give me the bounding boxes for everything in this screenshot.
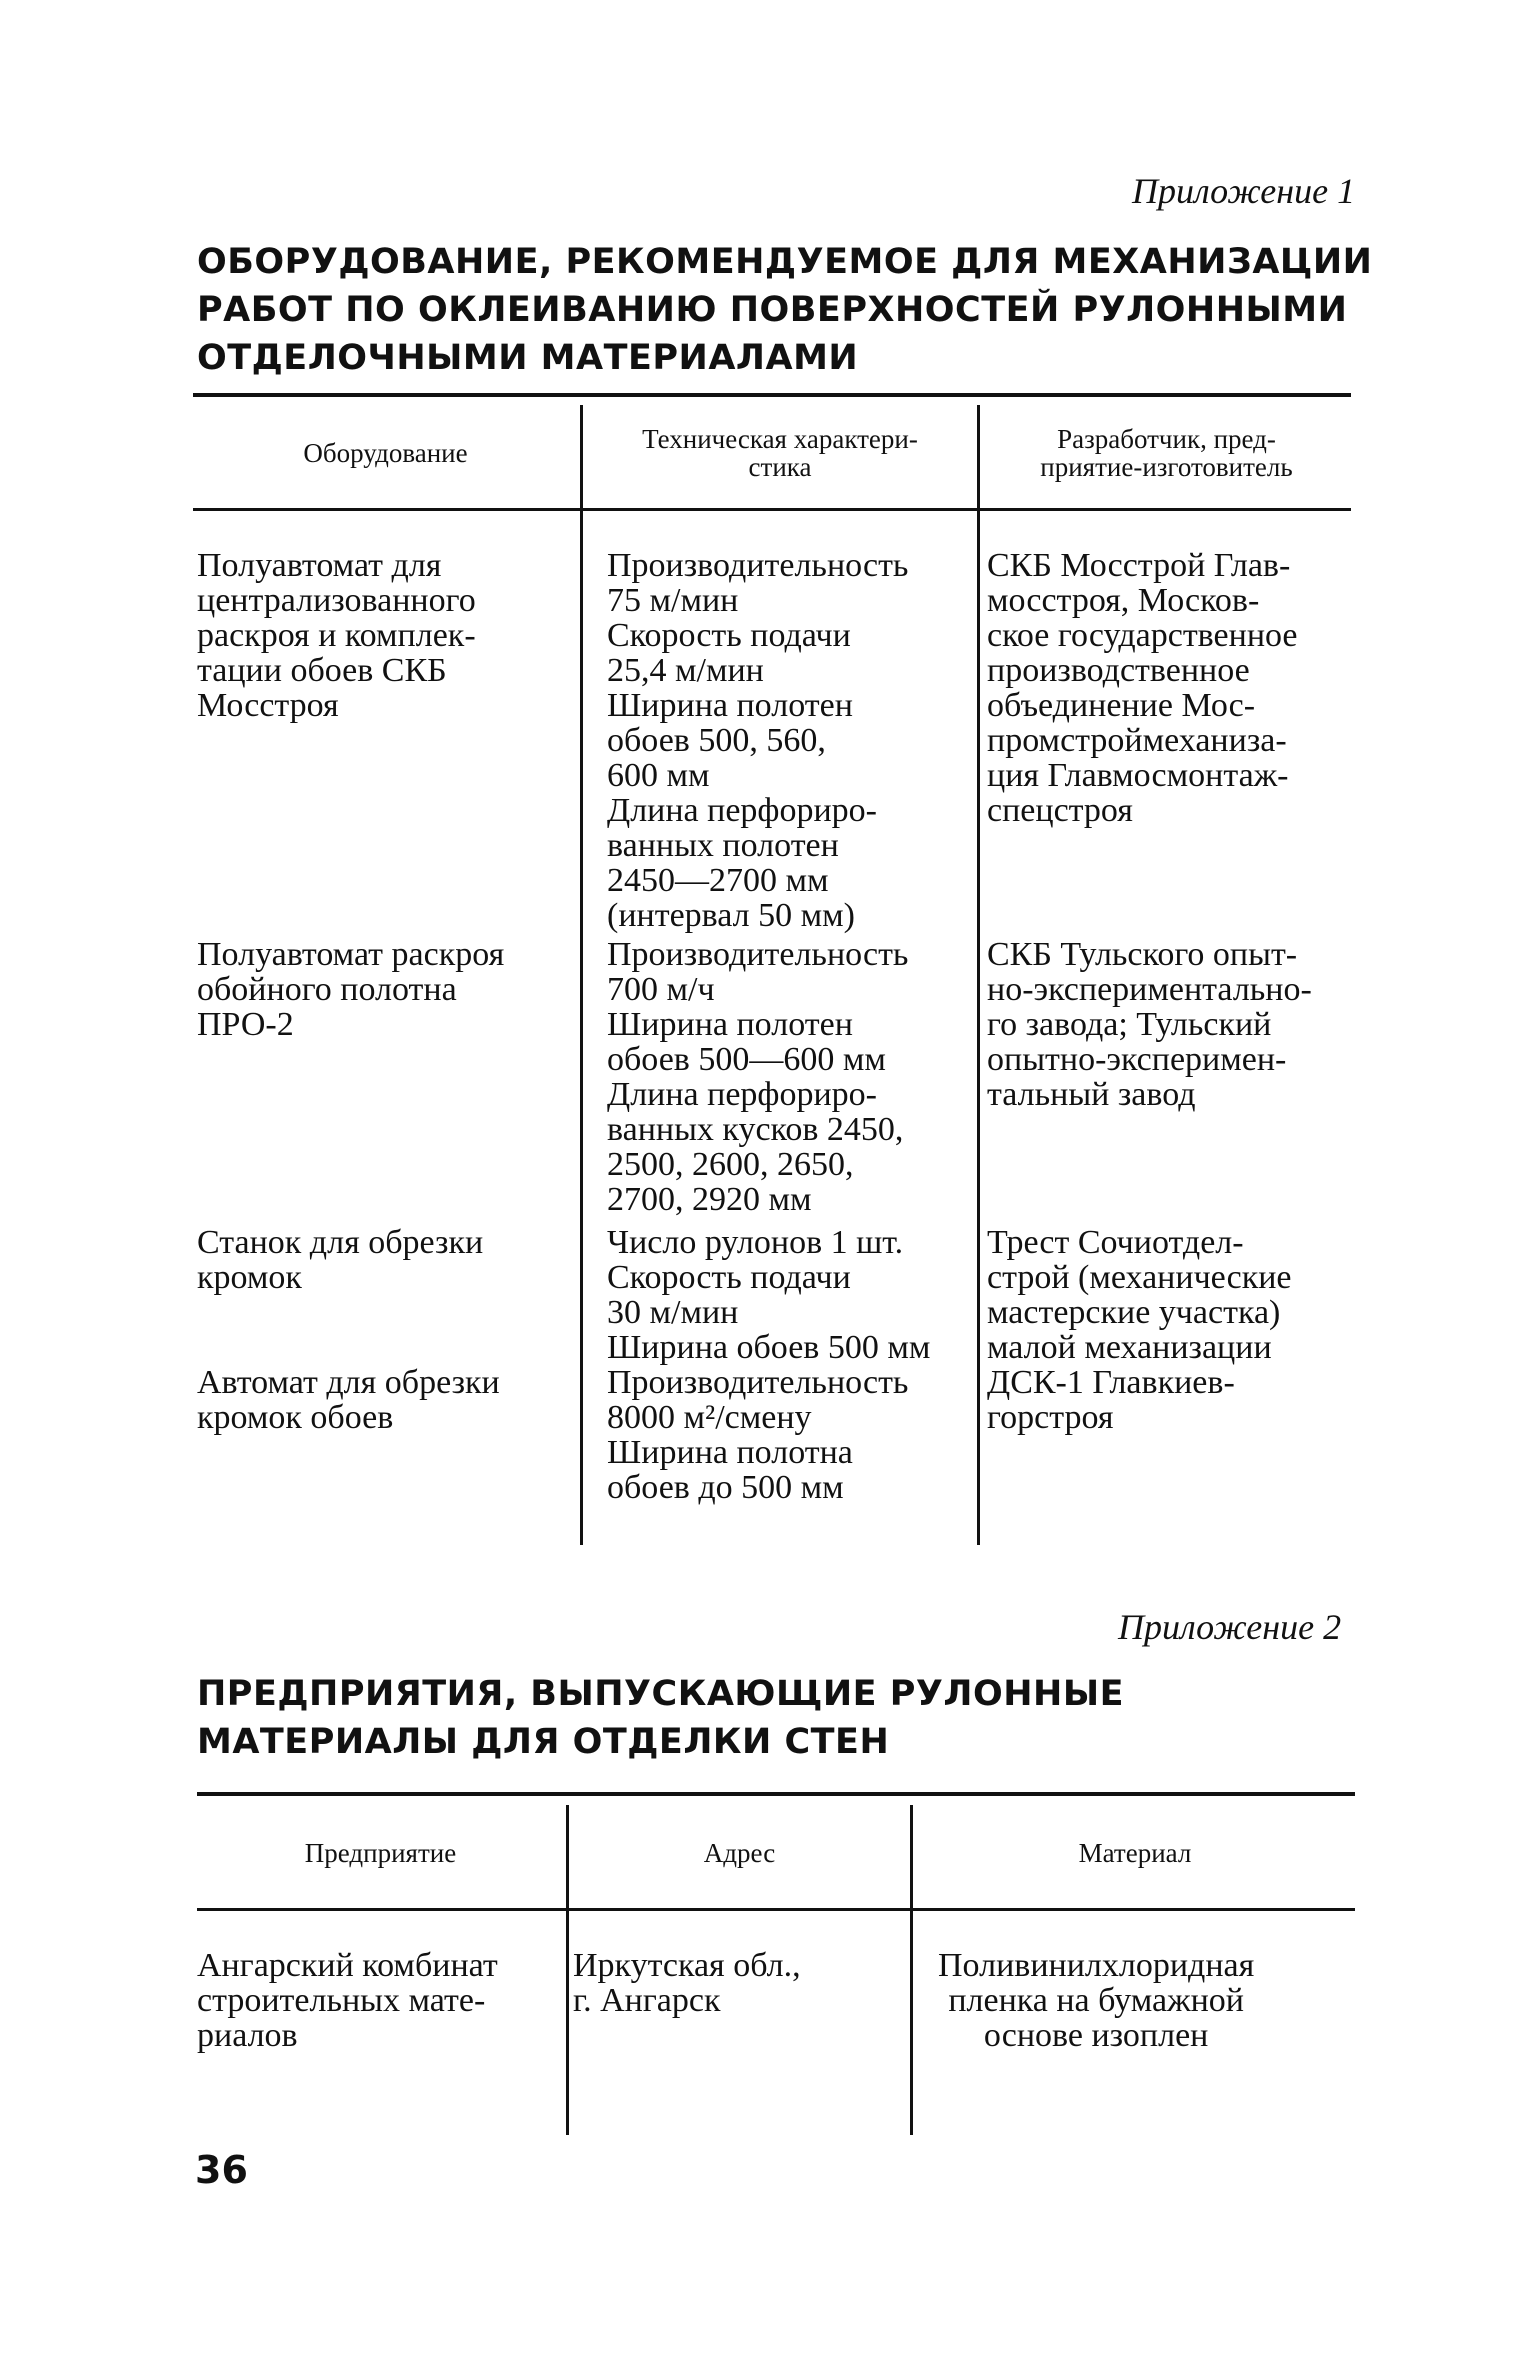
appendix-2-title bbox=[197, 1670, 1347, 1766]
table-1-row-1-developer: СКБ Мосстрой Глав- мосстроя, Москов- ское государственное производственное объединение Мос- промстроймеханиза- ция Главмосмонтаж- спецстроя bbox=[987, 547, 1298, 829]
table-1-col-divider-1 bbox=[580, 405, 583, 1545]
table-2-header-rule bbox=[197, 1908, 1355, 1911]
table-1-row-2-developer: СКБ Тульского опыт- но-экспериментально- го завода; Тульский опытно-эксперимен- тальный завод bbox=[987, 936, 1312, 1113]
table-1-col-divider-2 bbox=[977, 405, 980, 1545]
table-1-header-developer: Разработчик, пред- приятие-изготовитель bbox=[1040, 423, 1293, 482]
table-1-row-1-spec: Производительность 75 м/мин Скорость подачи 25,4 м/мин Ширина полотен обоев 500, 560, 600 мм Длина перфориро- ванных полотен 2450—2700 мм (интервал 50 мм) bbox=[607, 547, 909, 934]
table-1-header-rule bbox=[193, 508, 1351, 511]
table-1-header-equipment: Оборудование bbox=[303, 437, 468, 468]
table-1-row-2-spec: Производительность 700 м/ч Ширина полотен обоев 500—600 мм Длина перфориро- ванных кусков 2450, 2500, 2600, 2650, 2700, 2920 мм bbox=[607, 936, 909, 1218]
table-2-col-divider-2 bbox=[910, 1805, 913, 2135]
table-1-row-4-spec: Производительность 8000 м²/смену Ширина полотна обоев до 500 мм bbox=[607, 1364, 909, 1506]
table-2-row-1-address: Иркутская обл., г. Ангарск bbox=[573, 1947, 801, 2019]
table-1-row-2-equipment: Полуавтомат раскроя обойного полотна ПРО-2 bbox=[197, 936, 505, 1043]
table-1-row-1-equipment: Полуавтомат для централизованного раскроя и комплек- тации обоев СКБ Мосстроя bbox=[197, 547, 476, 724]
table-2-top-rule bbox=[197, 1792, 1355, 1796]
table-1-top-rule bbox=[193, 393, 1351, 397]
table-1-header-spec: Техническая характери- стика bbox=[642, 423, 918, 482]
table-2-header-address: Адрес bbox=[703, 1837, 776, 1868]
table-2-row-1-enterprise: Ангарский комбинат строительных мате- риалов bbox=[197, 1947, 498, 2054]
appendix-2-label: Приложение 2 bbox=[1118, 1607, 1342, 1647]
title-line: РАБОТ ПО ОКЛЕИВАНИЮ ПОВЕРХНОСТЕЙ РУЛОННЫМИ bbox=[197, 290, 1348, 330]
table-2-col-divider-1 bbox=[566, 1805, 569, 2135]
title-line: МАТЕРИАЛЫ ДЛЯ ОТДЕЛКИ СТЕН bbox=[197, 1722, 890, 1762]
title-line: ПРЕДПРИЯТИЯ, ВЫПУСКАЮЩИЕ РУЛОННЫЕ bbox=[197, 1674, 1124, 1714]
appendix-1-title bbox=[197, 238, 1373, 382]
page-number: 36 bbox=[195, 2148, 248, 2192]
table-1-row-3-equipment: Станок для обрезки кромок bbox=[197, 1224, 484, 1296]
table-1-row-3-spec: Число рулонов 1 шт. Скорость подачи 30 м/мин Ширина обоев 500 мм bbox=[607, 1224, 931, 1366]
table-2-header-material: Материал bbox=[1078, 1837, 1192, 1868]
appendix-1-label: Приложение 1 bbox=[1132, 171, 1356, 211]
table-2-header-enterprise: Предприятие bbox=[304, 1837, 457, 1868]
table-1-row-3-developer: Трест Сочиотдел- строй (механические мастерские участка) малой механизации bbox=[987, 1224, 1292, 1366]
table-1-row-4-developer: ДСК-1 Главкиев- горстроя bbox=[987, 1364, 1235, 1436]
table-2-row-1-material: Поливинилхлоридная пленка на бумажной основе изоплен bbox=[938, 1947, 1255, 2054]
title-line: ОТДЕЛОЧНЫМИ МАТЕРИАЛАМИ bbox=[197, 338, 859, 378]
table-1-row-4-equipment: Автомат для обрезки кромок обоев bbox=[197, 1364, 500, 1436]
title-line: ОБОРУДОВАНИЕ, РЕКОМЕНДУЕМОЕ ДЛЯ МЕХАНИЗАЦИИ bbox=[197, 242, 1373, 282]
